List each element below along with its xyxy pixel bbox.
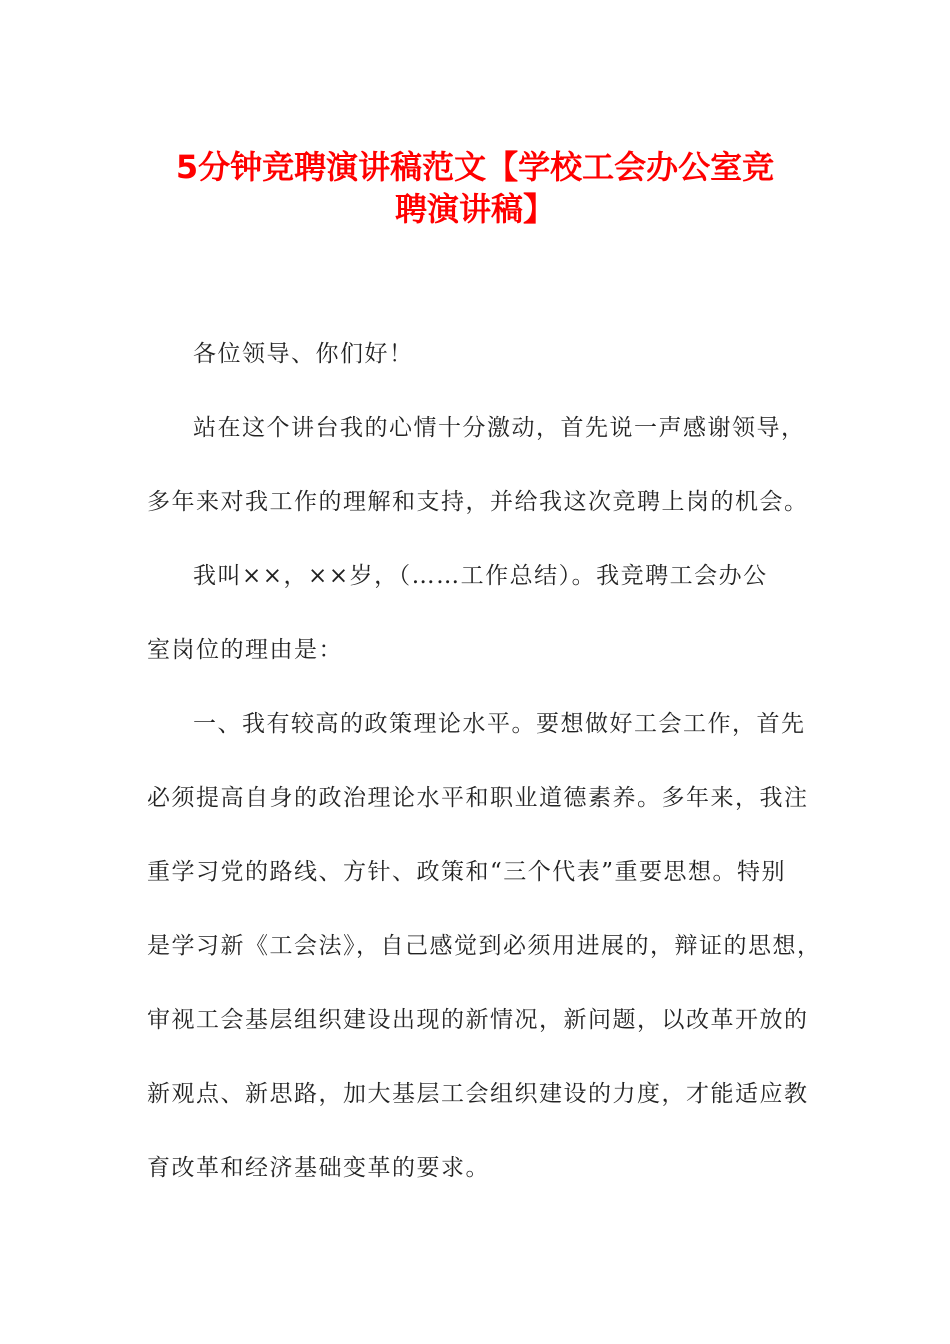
text-line: 审视工会基层组织建设出现的新情况，新问题，以改革开放的 (147, 1007, 809, 1033)
text-line: 新观点、新思路，加大基层工会组织建设的力度，才能适应教 (147, 1081, 809, 1107)
text-line: 室岗位的理由是： (147, 637, 343, 663)
title-line-1: 5分钟竞聘演讲稿范文【学校工会办公室竞 (175, 148, 775, 186)
text-line: 是学习新《工会法》，自己感觉到必须用进展的，辩证的思想， (147, 933, 822, 959)
text-line: 站在这个讲台我的心情十分激动，首先说一声感谢领导， (193, 415, 806, 441)
text-line: 一、我有较高的政策理论水平。要想做好工会工作，首先 (193, 711, 806, 737)
text-line: 我叫××，××岁，（……工作总结）。我竞聘工会办公 (193, 563, 768, 589)
document-body (147, 330, 822, 1218)
text-line: 多年来对我工作的理解和支持，并给我这次竞聘上岗的机会。 (147, 489, 809, 515)
text-line: 重学习党的路线、方针、政策和“三个代表”重要思想。特别 (147, 859, 787, 885)
text-line: 育改革和经济基础变革的要求。 (147, 1155, 490, 1181)
text-line: 各位领导、你们好！ (193, 341, 414, 367)
title-line-2: 聘演讲稿】 (394, 190, 555, 228)
text-line: 必须提高自身的政治理论水平和职业道德素养。多年来，我注 (147, 785, 809, 811)
document-title (140, 146, 810, 230)
